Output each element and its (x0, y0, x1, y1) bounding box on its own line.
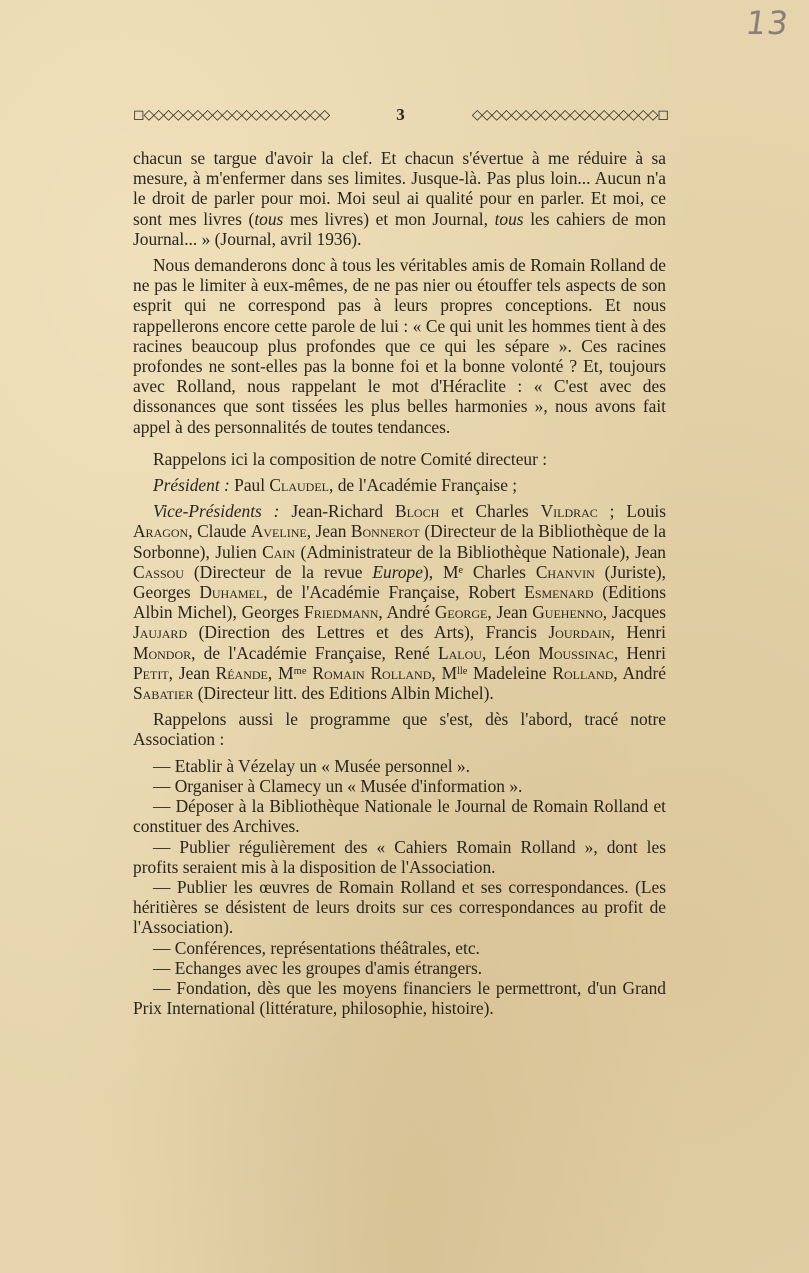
handwritten-page-number: 13 (743, 4, 792, 42)
page-header (133, 105, 668, 125)
programme-item: — Publier régulièrement des « Cahiers Romain Rolland », dont les profits seraient mis à la disposition de l'Association. (133, 836, 666, 877)
paragraph-committee-intro: Rappelons ici la composition de notre Comité directeur : (153, 448, 548, 469)
programme-item: — Publier les œuvres de Romain Rolland et ses correspondances. (Les héritières se désistent de leurs droits sur ces correspondances au profit de l'Association). (133, 876, 666, 938)
programme-item: — Etablir à Vézelay un « Musée personnel ». (153, 755, 470, 776)
header-ornament-left: ◻◇◇◇◇◇◇◇◇◇◇◇◇◇◇◇◇◇◇◇ (133, 107, 330, 123)
programme-item: — Déposer à la Bibliothèque Nationale le Journal de Romain Rolland et constituer des Archives. (133, 796, 666, 837)
programme-item: — Fondation, dès que les moyens financiers le permettront, d'un Grand Prix International (littérature, philosophie, histoire). (133, 977, 666, 1019)
paragraph-programme-intro: Rappelons aussi le programme que s'est, dès l'abord, tracé notre Association : (133, 709, 666, 750)
page-number: 3 (396, 105, 405, 124)
page-body (133, 148, 666, 1018)
header-ornament-right: ◇◇◇◇◇◇◇◇◇◇◇◇◇◇◇◇◇◇◇◻ (471, 107, 668, 123)
programme-item: — Conférences, représentations théâtrales, etc. (153, 937, 480, 958)
paragraph-journal-quote: chacun se targue d'avoir la clef. Et chacun s'évertue à me réduire à sa mesure, à m'enfermer dans ses limites. Jusque-là. Pas plus loin... Aucun n'a le droit de parler pour moi. Moi seul ai qualité pour en parler. Et moi, ce sont mes livres (tous mes livres) et mon Journal, tous les cahiers de mon Journal... » (Journal, avril 1936). (133, 148, 666, 249)
committee-president: Président : Paul Claudel, de l'Académie Française ; (153, 475, 518, 496)
programme-item: — Echanges avec les groupes d'amis étrangers. (153, 957, 483, 978)
committee-vice-presidents: Vice-Présidents : Jean-Richard Bloch et Charles Vildrac ; Louis Aragon, Claude Aveline, Jean Bonnerot (Directeur de la Bibliothèque de la Sorbonne), Julien Cain (Administrateur de la Bibliothèque Nationale), Jean Cassou (Directeur de la revue Europe), Mᵉ Charles Chanvin (Juriste), Georges Duhamel, de l'Académie Française, Robert Esmenard (Editions Albin Michel), Georges Friedmann, André George, Jean Guehenno, Jacques Jaujard (Direction des Lettres et des Arts), Francis Jourdain, Henri Mondor, de l'Académie Française, René Lalou, Léon Moussinac, Henri Petit, Jean Réande, Mᵐᵉ Romain Rolland, Mˡˡᵉ Madeleine Rolland, André Sabatier (Directeur litt. des Editions Albin Michel). (133, 501, 667, 704)
paragraph-appeal: Nous demanderons donc à tous les véritables amis de Romain Rolland de ne pas le limiter à eux-mêmes, de ne pas nier ou étouffer tels aspects de son esprit qui ne correspond pas à leurs propres conceptions. Et nous rappellerons encore cette parole de lui : « Ce qui unit les hommes tient à des racines beaucoup plus profondes que ce qui les sépare ». Ces racines profondes ne sont-elles pas la bonne foi et la bonne volonté ? Et, toujours avec Rolland, nous rappelant le mot d'Héraclite : « C'est avec des dissonances que sont tissées les plus belles harmonies », nous avons fait appel à des personnalités de toutes tendances. (133, 255, 666, 437)
programme-item: — Organiser à Clamecy un « Musée d'information ». (153, 775, 523, 796)
